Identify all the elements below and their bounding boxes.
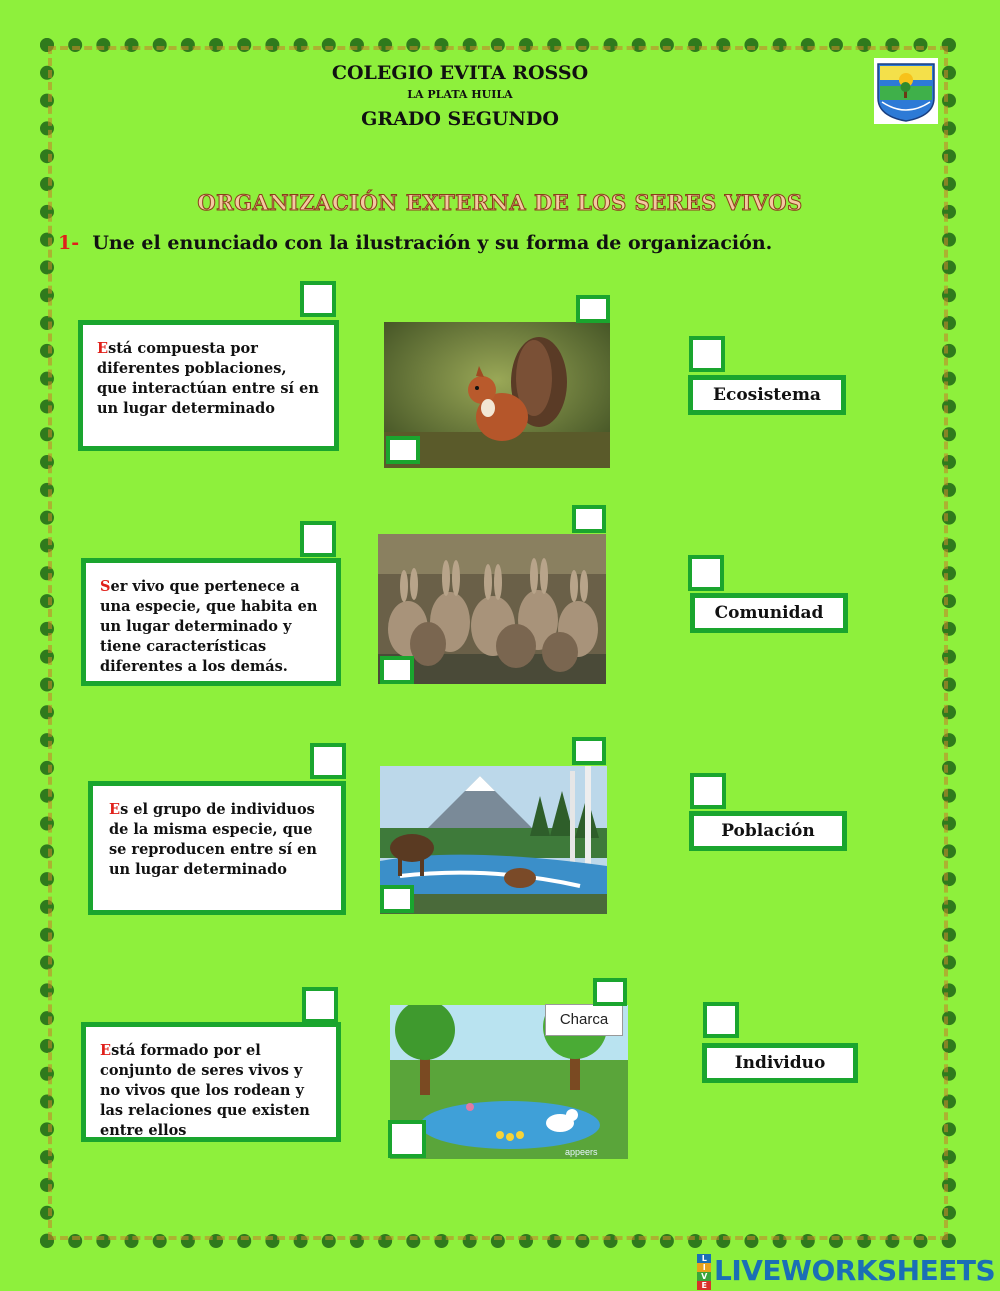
instruction: [58, 232, 772, 254]
statement-3-text: s el grupo de individuos de la misma especie, que se reproducen entre sí en un lugar determinado: [109, 801, 317, 878]
statement-2-text: er vivo que pertenece a una especie, que habita en un lugar determinado y tiene características diferentes a los demás.: [100, 578, 318, 675]
image-3-drop-box-top[interactable]: [572, 737, 606, 765]
image-1-drop-box-top[interactable]: [576, 295, 610, 323]
statement-3-card: [88, 781, 346, 915]
statement-3-drop-box[interactable]: [310, 743, 346, 779]
statement-2-first-letter: S: [100, 578, 111, 595]
pond-watermark: appeers: [565, 1147, 598, 1157]
instruction-number: 1-: [58, 232, 80, 254]
grade-title: GRADO SEGUNDO: [361, 108, 559, 130]
school-city: LA PLATA HUILA: [407, 88, 513, 101]
label-poblacion[interactable]: Población: [689, 811, 847, 851]
statement-2-drop-box[interactable]: [300, 521, 336, 557]
image-4-drop-box-bottom[interactable]: [388, 1120, 426, 1158]
statement-1-first-letter: E: [97, 340, 109, 357]
label-4-drop-box[interactable]: [703, 1002, 739, 1038]
statement-1-drop-box[interactable]: [300, 281, 336, 317]
label-comunidad[interactable]: Comunidad: [690, 593, 848, 633]
brand-name: LIVEWORKSHEETS: [714, 1254, 996, 1287]
ecosystem-image: [380, 766, 607, 914]
statement-3-first-letter: E: [109, 801, 121, 818]
label-2-drop-box[interactable]: [688, 555, 724, 591]
instruction-text: Une el enunciado con la ilustración y su forma de organización.: [92, 232, 773, 254]
statement-4-text: stá formado por el conjunto de seres vivos y no vivos que los rodean y las relaciones que existen entre ellos: [100, 1042, 310, 1139]
charca-tag[interactable]: Charca: [545, 1004, 623, 1036]
image-2-drop-box-top[interactable]: [572, 505, 606, 533]
label-ecosistema[interactable]: Ecosistema: [688, 375, 846, 415]
image-3-drop-box-bottom[interactable]: [380, 885, 414, 913]
school-crest-logo: [874, 58, 938, 124]
school-name: COLEGIO EVITA ROSSO: [331, 62, 589, 84]
statement-1-text: stá compuesta por diferentes poblaciones, que interactúan entre sí en un lugar determinado: [97, 340, 319, 417]
label-individuo[interactable]: Individuo: [702, 1043, 858, 1083]
section-title: ORGANIZACIÓN EXTERNA DE LOS SERES VIVOS: [197, 190, 803, 215]
live-badge-icon: L I V E: [697, 1254, 711, 1290]
label-1-drop-box[interactable]: [689, 336, 725, 372]
label-3-drop-box[interactable]: [690, 773, 726, 809]
statement-2-card: [81, 558, 341, 686]
image-2-drop-box-bottom[interactable]: [380, 656, 414, 684]
statement-4-card: [81, 1022, 341, 1142]
image-1-drop-box-bottom[interactable]: [386, 436, 420, 464]
liveworksheets-brand: [697, 1254, 995, 1290]
image-4-drop-box-top[interactable]: [593, 978, 627, 1006]
statement-4-first-letter: E: [100, 1042, 112, 1059]
statement-4-drop-box[interactable]: [302, 987, 338, 1023]
statement-1-card: [78, 320, 339, 451]
